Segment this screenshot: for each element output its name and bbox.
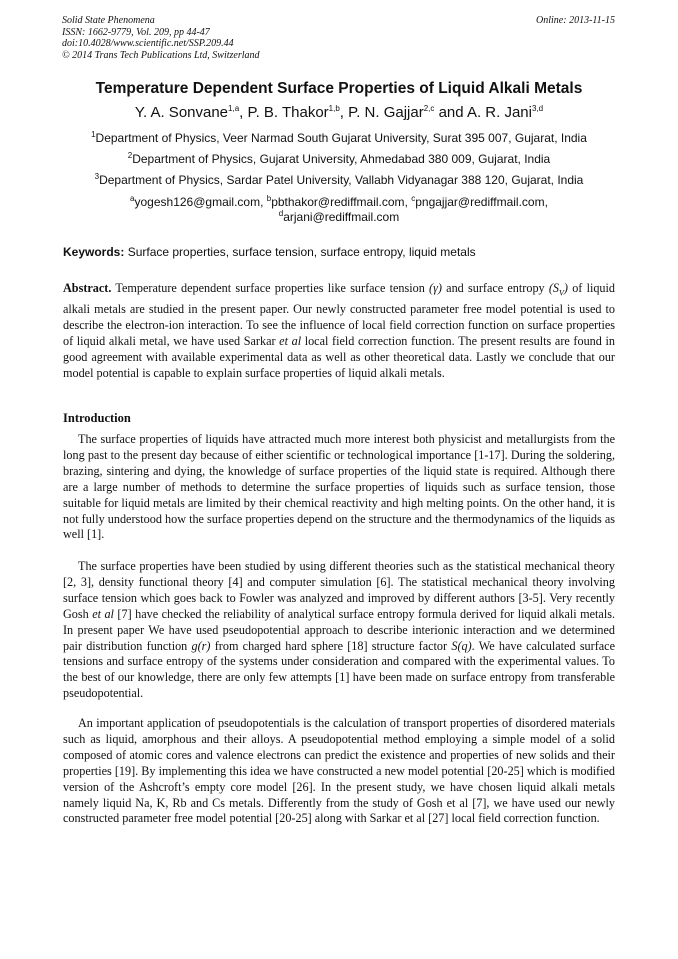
affiliation [30, 152, 648, 166]
author-affil-marker: 1,a [228, 104, 240, 113]
email-marker: d [278, 208, 284, 218]
keywords-label: Keywords: [63, 245, 125, 259]
email-marker: b [266, 194, 272, 203]
abstract-etal: et al [279, 334, 302, 349]
intro-paragraph-3: An important application of pseudopotentials is the calculation of transport properties of disordered materials such as liquid, amorphous and their alloys. A pseudopotential method employing a simple model of a solid composed of atomic cores and valence electrons can predict the existence and properties of new solids and their properties [19]. By implementing this idea we have constructed a new model potential [20-25] which is modified version of the Ashcroft’s empty core model [26]. In the present study, we have chosen liquid alkali metals namely liquid Na, K, Rb and Cs metals. Differently from the study of Gosh et al [7], we have used our newly constructed parameter free model potential [20-25] along with Sarkar et al [27] local field correction function. [63, 716, 615, 826]
abstract-text: and surface entropy [441, 281, 549, 295]
journal-header [62, 15, 260, 61]
author-separator: , [239, 104, 248, 121]
author-name: P. N. Gajjar [348, 104, 424, 121]
gr-italic: g(r) [191, 638, 211, 653]
author-affil-marker: 3,d [531, 104, 544, 113]
email-marker: c [411, 194, 416, 203]
email-address[interactable]: yogesh126@gmail.com [134, 195, 261, 209]
author-affil-marker: 1,b [328, 104, 340, 113]
email-address[interactable]: pbthakor@rediffmail.com [271, 195, 405, 209]
author-name: P. B. Thakor [247, 104, 329, 121]
journal-issn: ISSN: 1662-9779, Vol. 209, pp 44-47 [62, 26, 210, 38]
author-conjunction: and [434, 104, 467, 121]
affiliation-text: Department of Physics, Gujarat University, Ahmedabad 380 009, Gujarat, India [132, 152, 551, 166]
journal-doi[interactable]: doi:10.4028/www.scientific.net/SSP.209.44 [62, 38, 234, 49]
abstract-label: Abstract. [63, 281, 112, 295]
abstract [63, 280, 615, 381]
abstract-text: local field correction function. The present results are found in good agreement with available experimental data as well as other theoretical data. Lastly we conclude that our model potential is capable to explain surface properties of liquid alkali metals. [63, 334, 615, 381]
sq-italic: S(q) [451, 638, 472, 653]
paper-title: Temperature Dependent Surface Properties of Liquid Alkali Metals [95, 80, 583, 97]
etal-italic: et al [92, 606, 114, 621]
keywords [63, 245, 615, 259]
email-address[interactable]: arjani@rediffmail.com [283, 209, 400, 224]
intro-paragraph-1: The surface properties of liquids have attracted much more interest both physicist and metallurgists from the long past to the present day because of either scientific or technological importance [1-17]. During the soldering, brazing, sintering and dying, the knowledge of surface properties of the liquid state is required. Although there are a large number of methods to determine the surface properties of liquids such as surface tension, those suitable for liquid metals are limited by their chemical reactivity and high melting points. On the other hand, it is not fully understood how the surface properties depend on the structure and the thermodynamics of the liquids as well [1]. [63, 432, 615, 542]
abstract-text: Temperature dependent surface properties like surface tension [111, 281, 430, 295]
affiliation-text: Department of Physics, Veer Narmad South Gujarat University, Surat 395 007, Gujarat, India [95, 131, 587, 145]
affiliation-marker: 3 [94, 172, 100, 181]
affiliation-text: Department of Physics, Sardar Patel University, Vallabh Vidyanagar 388 120, Gujarat, India [99, 173, 584, 187]
abstract-text: of liquid alkali metals are studied in the present paper. Our newly constructed parameter free model potential is used to describe the electron-ion interaction. To see the influence of local field correction function on surface properties of liquid alkali metal, we have used Sarkar [63, 281, 616, 349]
affiliation [30, 131, 648, 145]
section-heading-introduction: Introduction [63, 411, 131, 425]
author-affil-marker: 2,c [423, 104, 435, 113]
intro-paragraph-2: The surface properties have been studied by using different theories such as the statistical mechanical theory [2, 3], density functional theory [4] and computer simulation [6]. The statistical mechanical theory involving surface tension which goes back to Fowler was analyzed and improved by different authors [3-5]. Very recently Gosh et al [7] have checked the reliability of analytical surface entropy formula derived for liquid alkali metals. In present paper We have used pseudopotential approach to describe interionic interaction and we determined pair distribution function g(r) from charged hard sphere [18] structure factor S(q). We have calculated surface tensions and surface entropy of the systems under consideration and compared with the experimental values. To the best of our knowledge, there are only few attempts [1] have been made on surface entropy from transferable pseudopotential. [63, 559, 616, 701]
affiliation-marker: 1 [91, 130, 96, 139]
email-address[interactable]: pngajjar@rediffmail.com [415, 195, 545, 209]
affiliation-marker: 2 [127, 151, 133, 160]
affiliation [30, 173, 648, 187]
abstract-sv: $(S_V)$ [548, 281, 568, 298]
author-name: Y. A. Sonvane [134, 104, 229, 121]
author-separator: , [339, 104, 349, 121]
email-list: $^a$yogesh126@gmail.com, $^b$pbthakor@rediffmail.com, $^c$pngajjar@rediffmail.com, $^d$arjani@rediffmail.com [130, 194, 548, 224]
journal-name: Solid State Phenomena [62, 15, 155, 26]
keywords-text: Surface properties, surface tension, surface entropy, liquid metals [124, 245, 476, 259]
online-date: Online: 2013-11-15 [536, 15, 615, 26]
journal-copyright: © 2014 Trans Tech Publications Ltd, Switzerland [62, 49, 260, 61]
email-marker: a [130, 194, 135, 203]
abstract-gamma: (γ) [429, 281, 442, 295]
author-list [40, 103, 638, 122]
author-name: A. R. Jani [466, 104, 532, 121]
